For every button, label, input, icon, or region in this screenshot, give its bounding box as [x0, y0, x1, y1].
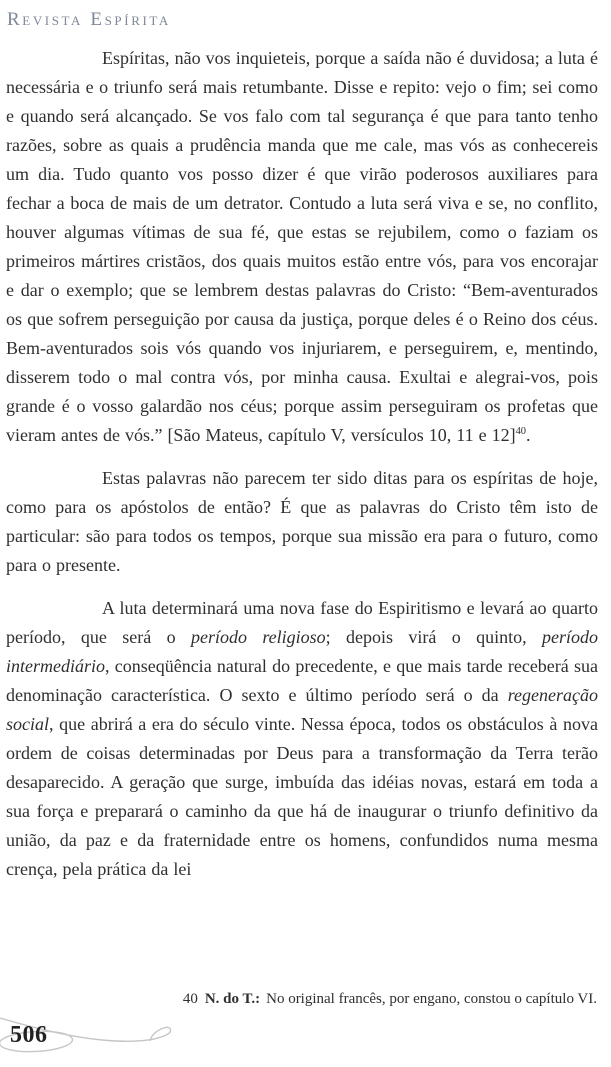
italic-phrase: período intermediário	[6, 627, 598, 676]
footnote-text: No original francês, por engano, constou o capítulo VI.	[266, 991, 597, 1007]
footnote	[6, 989, 598, 1009]
text-run: Espíritas, não vos inquieteis, porque a saída não é duvidosa; a luta é necessária e o triunfo será mais retumbante. Disse e repito: vejo o fim; sei como e quando será alcançado. Se vos falo com tal segurança é que para tanto tenho razões, sobre as quais a prudência manda que me cale, mas vós as conhecereis um dia. Tudo quanto vos posso dizer é que virão poderosos auxiliares para fechar a boca de mais de um detrator. Contudo a luta será viva e se, no conflito, houver algumas vítimas de sua fé, que estas se rejubilem, como o faziam os primeiros mártires cristãos, dos quais muitos estão entre vós, para vos encorajar e dar o exemplo; que se lembrem destas palavras do Cristo: “Bem-aventurados os que sofrem perseguição por causa da justiça, porque deles é o Reino dos céus. Bem-aventurados sois vós quando vos injuriarem, e perseguirem, e, mentindo, disserem todo o mal contra vós, por minha causa. Exultai e alegrai-vos, pois grande é o vosso galardão nos céus; porque assim perseguiram os profetas que vieram antes de vós.” [São Mateus, capítulo V, versículos 10, 11 e 12]	[6, 48, 598, 445]
text-run: A luta determinará uma nova fase do Espiritismo e levará ao quarto período, que será o	[6, 598, 598, 647]
footnote-ref: 40	[515, 426, 526, 437]
italic-phrase: período religioso	[190, 627, 326, 647]
article-body	[6, 44, 598, 884]
paragraph	[6, 464, 598, 580]
page-content	[6, 44, 598, 1009]
page-number: 506	[10, 1022, 48, 1048]
text-run: , que abrirá a era do século vinte. Nessa época, todos os obstáculos à nova ordem de coisas determinadas por Deus para a transformação da Terra terão desaparecido. A geração que surge, imbuída das idéias novas, estará em toda a sua força e preparará o caminho da que há de inaugurar o triunfo definitivo da união, da paz e da fraternidade entre os homens, confundidos numa mesma crença, pela prática da lei	[6, 714, 598, 879]
footnote-label: N. do T.:	[204, 991, 261, 1007]
footnote-number: 40	[182, 991, 198, 1007]
running-header: Revista Espírita	[7, 9, 171, 30]
italic-phrase: regeneração social	[6, 685, 598, 734]
paragraph	[6, 594, 598, 884]
text-run: Estas palavras não parecem ter sido ditas para os espíritas de hoje, como para os apóstolos de então? É que as palavras do Cristo têm isto de particular: são para todos os tempos, porque sua missão era para o futuro, como para o presente.	[6, 468, 598, 575]
spacer	[6, 884, 598, 989]
text-run: , conseqüência natural do precedente, e que mais tarde receberá sua denominação característica. O sexto e último período será o da	[6, 656, 598, 705]
paragraph	[6, 44, 598, 450]
text-run: ; depois virá o quinto,	[325, 627, 542, 647]
text-run: .	[526, 425, 531, 445]
